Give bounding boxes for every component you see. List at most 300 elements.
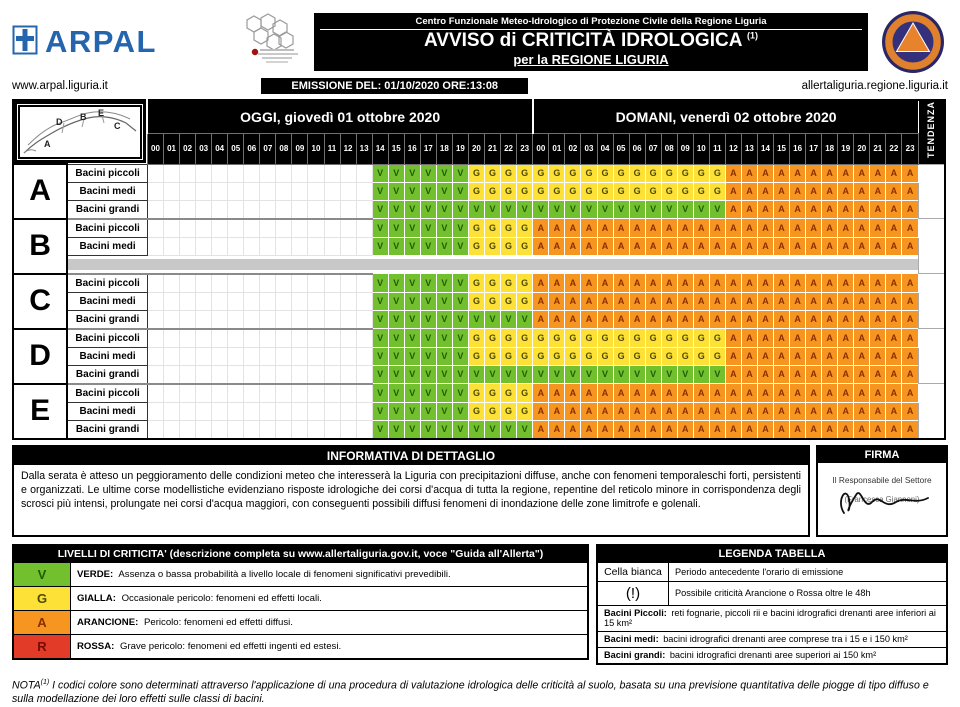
criticality-levels-box (12, 544, 589, 660)
criticality-cell: A (725, 329, 741, 348)
criticality-cell: V (452, 274, 468, 293)
criticality-cell: G (517, 347, 533, 365)
pre-emission-cell (356, 237, 372, 255)
criticality-cell: A (725, 219, 741, 238)
criticality-cell: G (533, 347, 549, 365)
criticality-cell: A (790, 347, 806, 365)
criticality-cell: A (774, 219, 790, 238)
criticality-cell: A (629, 420, 645, 439)
criticality-cell: A (870, 182, 886, 200)
hour-label: 15 (388, 134, 404, 164)
pre-emission-cell (340, 329, 356, 348)
tendenza-cell (918, 164, 945, 219)
hour-label: 19 (838, 134, 854, 164)
criticality-cell: G (677, 329, 693, 348)
criticality-cell: A (549, 384, 565, 403)
pre-emission-cell (164, 274, 180, 293)
hour-label: 18 (822, 134, 838, 164)
firma-box (816, 445, 948, 537)
firma-header: FIRMA (818, 447, 946, 463)
criticality-cell: A (886, 420, 902, 439)
criticality-cell: A (822, 274, 838, 293)
criticality-cell: G (693, 329, 709, 348)
pre-emission-cell (356, 219, 372, 238)
pre-emission-cell (196, 420, 212, 439)
pre-emission-cell (228, 310, 244, 329)
criticality-cell: A (565, 384, 581, 403)
hour-label: 23 (517, 134, 533, 164)
criticality-cell: A (838, 384, 854, 403)
criticality-cell: V (597, 365, 613, 384)
criticality-cell: A (757, 384, 773, 403)
criticality-cell: A (886, 384, 902, 403)
criticality-cell: A (790, 237, 806, 255)
disabled-row (67, 255, 918, 274)
pre-emission-cell (324, 200, 340, 219)
criticality-cell: A (806, 402, 822, 420)
criticality-cell: A (806, 274, 822, 293)
criticality-cell: A (870, 310, 886, 329)
criticality-level-row (14, 634, 587, 658)
criticality-cell: A (725, 274, 741, 293)
criticality-cell: V (420, 420, 436, 439)
arpal-url-link[interactable]: www.arpal.liguria.it (12, 80, 108, 92)
basin-label: Bacini grandi (67, 200, 147, 219)
criticality-cell: A (886, 402, 902, 420)
pre-emission-cell (244, 329, 260, 348)
pre-emission-cell (196, 237, 212, 255)
pre-emission-cell (147, 219, 163, 238)
pre-emission-cell (164, 292, 180, 310)
criticality-cell: A (757, 182, 773, 200)
pre-emission-cell (292, 292, 308, 310)
pre-emission-cell (164, 402, 180, 420)
criticality-cell: A (838, 365, 854, 384)
criticality-cell: A (725, 365, 741, 384)
criticality-cell: G (693, 347, 709, 365)
pre-emission-cell (356, 164, 372, 182)
pre-emission-cell (292, 182, 308, 200)
pre-emission-cell (340, 274, 356, 293)
pre-emission-cell (292, 402, 308, 420)
pre-emission-cell (147, 274, 163, 293)
criticality-cell: G (597, 182, 613, 200)
table-row (13, 310, 945, 329)
hour-label: 04 (597, 134, 613, 164)
pre-emission-cell (292, 384, 308, 403)
criticality-cell: A (902, 347, 918, 365)
criticality-cell: A (870, 164, 886, 182)
footnote-text: I codici colore sono determinati attraverso l'applicazione di una procedura di valutazione idrologica delle criticità al suolo, basata su una previsione quantitativa delle piogge di tipo diffuso e sulla modellazione dei loro effetti sulle classi di bacini. (12, 679, 929, 705)
criticality-cell: G (597, 164, 613, 182)
criticality-cell: V (404, 182, 420, 200)
criticality-cell: A (613, 292, 629, 310)
pre-emission-cell (212, 329, 228, 348)
pre-emission-cell (292, 219, 308, 238)
criticality-cell: G (629, 347, 645, 365)
pre-emission-cell (164, 329, 180, 348)
criticality-cell: A (854, 274, 870, 293)
hour-label: 03 (581, 134, 597, 164)
criticality-cell: G (501, 292, 517, 310)
basin-label: Bacini grandi (67, 365, 147, 384)
pre-emission-cell (340, 292, 356, 310)
criticality-cell: A (838, 329, 854, 348)
pre-emission-cell (164, 219, 180, 238)
criticality-cell: V (452, 402, 468, 420)
hour-label: 08 (276, 134, 292, 164)
pre-emission-cell (228, 237, 244, 255)
pre-emission-cell (340, 310, 356, 329)
level-swatch: V (14, 563, 71, 586)
pre-emission-cell (212, 347, 228, 365)
criticality-cell: A (854, 365, 870, 384)
pre-emission-cell (324, 420, 340, 439)
criticality-cell: A (693, 274, 709, 293)
criticality-cell: A (741, 347, 757, 365)
criticality-cell: V (372, 420, 388, 439)
criticality-cell: A (902, 219, 918, 238)
criticality-cell: G (677, 347, 693, 365)
criticality-cell: A (581, 384, 597, 403)
criticality-cell: A (870, 384, 886, 403)
zone-letter: A (13, 164, 67, 219)
criticality-cell: A (645, 310, 661, 329)
criticality-cell: V (581, 200, 597, 219)
hour-label: 00 (147, 134, 163, 164)
criticality-cell: G (517, 384, 533, 403)
pre-emission-cell (147, 420, 163, 439)
criticality-cell: A (597, 274, 613, 293)
criticality-cell: A (693, 420, 709, 439)
criticality-cell: A (822, 365, 838, 384)
criticality-cell: G (468, 219, 484, 238)
criticality-cell: A (854, 237, 870, 255)
pre-emission-cell (147, 310, 163, 329)
hour-label: 01 (164, 134, 180, 164)
basin-label: Bacini medi (67, 347, 147, 365)
criticality-cell: A (661, 310, 677, 329)
criticality-cell: A (533, 292, 549, 310)
criticality-cell: A (725, 384, 741, 403)
criticality-cell: A (886, 329, 902, 348)
criticality-cell: A (838, 310, 854, 329)
criticality-cell: A (902, 274, 918, 293)
pre-emission-cell (356, 274, 372, 293)
pre-emission-cell (276, 164, 292, 182)
today-header: OGGI, giovedì 01 ottobre 2020 (147, 100, 532, 134)
criticality-cell: G (645, 347, 661, 365)
criticality-cell: A (693, 402, 709, 420)
tendenza-header: TENDENZA (918, 100, 945, 164)
criticality-cell: A (597, 219, 613, 238)
criticality-cell: V (404, 365, 420, 384)
pre-emission-cell (212, 384, 228, 403)
criticality-cell: A (565, 274, 581, 293)
criticality-cell: A (613, 274, 629, 293)
criticality-cell: V (501, 200, 517, 219)
criticality-cell: A (902, 182, 918, 200)
criticality-cell: A (902, 200, 918, 219)
criticality-cell: A (549, 292, 565, 310)
criticality-cell: A (806, 200, 822, 219)
arpal-logo-text: ARPAL (45, 24, 157, 59)
pre-emission-cell (324, 310, 340, 329)
criticality-cell: A (870, 200, 886, 219)
pre-emission-cell (292, 347, 308, 365)
pre-emission-cell (340, 420, 356, 439)
criticality-cell: V (388, 329, 404, 348)
criticality-cell: A (806, 310, 822, 329)
informativa-text: Dalla serata è atteso un peggioramento delle condizioni meteo che interesserà la Liguria con precipitazioni diffuse, anche con fenomeni temporaleschi forti, persistenti e organizzati. Le ultime corse modellistiche evidenziano risposte idrologiche dei corsi d'acqua di tutta la regione, repentine del reticolo minore in corrispondenza degli scrosci più intensi, prolungate nei corsi d'acqua maggiori, con conseguenti possibili diffusi fenomeni di inondazione delle zone limitrofe e golenali. (21, 469, 801, 510)
pre-emission-cell (292, 310, 308, 329)
criticality-cell: A (693, 219, 709, 238)
criticality-cell: V (372, 384, 388, 403)
criticality-cell: V (404, 164, 420, 182)
criticality-cell: A (709, 384, 725, 403)
pre-emission-cell (260, 237, 276, 255)
criticality-cell: A (645, 402, 661, 420)
criticality-cell: G (468, 384, 484, 403)
pre-emission-cell (276, 182, 292, 200)
criticality-cell: A (774, 200, 790, 219)
basin-label: Bacini piccoli (67, 274, 147, 293)
criticality-cell: A (902, 329, 918, 348)
banner-region: per la REGIONE LIGURIA (513, 51, 669, 67)
criticality-cell: A (629, 310, 645, 329)
criticality-cell: V (452, 365, 468, 384)
criticality-cell: V (613, 200, 629, 219)
criticality-cell: A (822, 402, 838, 420)
criticality-cell: A (886, 219, 902, 238)
criticality-cell: G (533, 329, 549, 348)
pre-emission-cell (276, 274, 292, 293)
pre-emission-cell (180, 292, 196, 310)
pre-emission-cell (324, 292, 340, 310)
criticality-level-row (14, 562, 587, 586)
criticality-cell: A (790, 292, 806, 310)
allertaliguria-url-link[interactable]: allertaliguria.regione.liguria.it (801, 80, 948, 92)
criticality-level-row (14, 586, 587, 610)
criticality-cell: A (886, 182, 902, 200)
criticality-cell: V (388, 237, 404, 255)
pre-emission-cell (340, 237, 356, 255)
criticality-cell: G (693, 182, 709, 200)
criticality-cell: A (757, 200, 773, 219)
arpal-crest-icon (12, 25, 38, 60)
criticality-cell: A (757, 365, 773, 384)
pre-emission-cell (212, 365, 228, 384)
pre-emission-cell (196, 274, 212, 293)
criticality-cell: A (886, 200, 902, 219)
criticality-cell: A (629, 237, 645, 255)
criticality-cell: A (870, 219, 886, 238)
pre-emission-cell (260, 347, 276, 365)
hour-label: 20 (854, 134, 870, 164)
criticality-cell: V (436, 365, 452, 384)
criticality-cell: A (629, 384, 645, 403)
table-row (13, 347, 945, 365)
criticality-cell: V (452, 420, 468, 439)
criticality-cell: V (388, 200, 404, 219)
criticality-cell: A (645, 420, 661, 439)
pre-emission-cell (164, 384, 180, 403)
pre-emission-cell (260, 329, 276, 348)
pre-emission-cell (356, 182, 372, 200)
criticality-cell: A (741, 292, 757, 310)
criticality-cell: A (757, 402, 773, 420)
pre-emission-cell (260, 402, 276, 420)
banner-subtitle: Centro Funzionale Meteo-Idrologico di Protezione Civile della Regione Liguria (320, 16, 862, 30)
criticality-cell: V (468, 310, 484, 329)
criticality-cell: V (645, 365, 661, 384)
criticality-cell: G (709, 329, 725, 348)
criticality-cell: V (565, 365, 581, 384)
table-row (13, 237, 945, 255)
criticality-cell: A (549, 237, 565, 255)
zone-letter: C (13, 274, 67, 329)
criticality-cell: G (501, 384, 517, 403)
level-swatch: G (14, 587, 71, 610)
table-legend-box (596, 544, 948, 665)
hour-label: 10 (693, 134, 709, 164)
criticality-cell: A (677, 237, 693, 255)
criticality-cell: V (677, 365, 693, 384)
criticality-cell: A (838, 200, 854, 219)
hour-label: 21 (484, 134, 500, 164)
pre-emission-cell (308, 237, 324, 255)
criticality-cell: A (661, 219, 677, 238)
criticality-cell: A (774, 329, 790, 348)
criticality-cell: V (436, 219, 452, 238)
criticality-cell: A (774, 274, 790, 293)
criticality-cell: A (886, 274, 902, 293)
pre-emission-cell (324, 219, 340, 238)
criticality-cell: V (517, 420, 533, 439)
criticality-cell: A (709, 219, 725, 238)
criticality-cell: G (484, 329, 500, 348)
table-row (13, 384, 945, 403)
criticality-cell: A (533, 274, 549, 293)
pre-emission-cell (308, 402, 324, 420)
criticality-cell: A (725, 200, 741, 219)
criticality-cell: A (645, 219, 661, 238)
criticality-cell: V (372, 329, 388, 348)
pre-emission-cell (340, 402, 356, 420)
pre-emission-cell (228, 384, 244, 403)
criticality-cell: G (468, 237, 484, 255)
criticality-cell: A (886, 237, 902, 255)
pre-emission-cell (356, 200, 372, 219)
criticality-cell: V (420, 310, 436, 329)
criticality-cell: G (484, 274, 500, 293)
basin-label: Bacini piccoli (67, 164, 147, 182)
criticality-cell: G (501, 402, 517, 420)
pre-emission-cell (180, 420, 196, 439)
criticality-cell: A (870, 237, 886, 255)
pre-emission-cell (228, 365, 244, 384)
legend-row-full: Bacini grandi: bacini idrografici drenanti aree superiori ai 150 km² (598, 647, 946, 663)
hour-label: 19 (452, 134, 468, 164)
criticality-cell: G (517, 292, 533, 310)
criticality-cell: V (420, 329, 436, 348)
criticality-cell: A (790, 164, 806, 182)
legend-row-full: Bacini medi: bacini idrografici drenanti aree comprese tra i 15 e i 150 km² (598, 631, 946, 647)
pre-emission-cell (292, 237, 308, 255)
signature-icon (830, 479, 934, 526)
criticality-cell: G (613, 347, 629, 365)
svg-text:C: C (114, 121, 121, 131)
criticality-cell: V (372, 237, 388, 255)
pre-emission-cell (180, 384, 196, 403)
criticality-cell: A (774, 310, 790, 329)
criticality-cell: A (886, 164, 902, 182)
level-description: GIALLA: Occasionale pericolo: fenomeni ed effetti locali. (77, 592, 322, 604)
pre-emission-cell (308, 219, 324, 238)
criticality-cell: A (854, 402, 870, 420)
criticality-cell: A (549, 219, 565, 238)
pre-emission-cell (228, 164, 244, 182)
criticality-cell: A (709, 292, 725, 310)
criticality-cell: V (436, 164, 452, 182)
basin-label: Bacini piccoli (67, 384, 147, 403)
criticality-cell: A (854, 347, 870, 365)
pre-emission-cell (292, 420, 308, 439)
criticality-cell: G (677, 164, 693, 182)
criticality-cell: A (597, 237, 613, 255)
criticality-cell: V (420, 200, 436, 219)
criticality-cell: A (661, 237, 677, 255)
criticality-cell: G (565, 164, 581, 182)
pre-emission-cell (212, 274, 228, 293)
pre-emission-cell (212, 310, 228, 329)
criticality-cell: G (484, 402, 500, 420)
title-footnote-ref: (1) (747, 30, 758, 41)
criticality-cell: A (549, 420, 565, 439)
pre-emission-cell (212, 420, 228, 439)
criticality-cell: V (484, 200, 500, 219)
criticality-cell: A (822, 292, 838, 310)
criticality-cell: V (372, 164, 388, 182)
criticality-cell: A (854, 329, 870, 348)
table-row (13, 182, 945, 200)
pre-emission-cell (180, 329, 196, 348)
criticality-cell: A (886, 365, 902, 384)
pre-emission-cell (196, 292, 212, 310)
criticality-cell: A (902, 420, 918, 439)
criticality-cell: G (468, 182, 484, 200)
pre-emission-cell (292, 365, 308, 384)
criticality-cell: A (645, 274, 661, 293)
criticality-cell: G (549, 347, 565, 365)
pre-emission-cell (356, 420, 372, 439)
pre-emission-cell (196, 329, 212, 348)
tendenza-cell (918, 329, 945, 384)
criticality-cell: A (645, 292, 661, 310)
criticality-cell: G (517, 182, 533, 200)
criticality-cell: V (468, 420, 484, 439)
criticality-cell: V (388, 164, 404, 182)
criticality-cell: G (484, 182, 500, 200)
criticality-cell: A (774, 384, 790, 403)
pre-emission-cell (180, 274, 196, 293)
criticality-cell: A (597, 384, 613, 403)
pre-emission-cell (244, 274, 260, 293)
pre-emission-cell (228, 219, 244, 238)
criticality-cell: A (790, 420, 806, 439)
criticality-cell: A (709, 402, 725, 420)
pre-emission-cell (164, 200, 180, 219)
